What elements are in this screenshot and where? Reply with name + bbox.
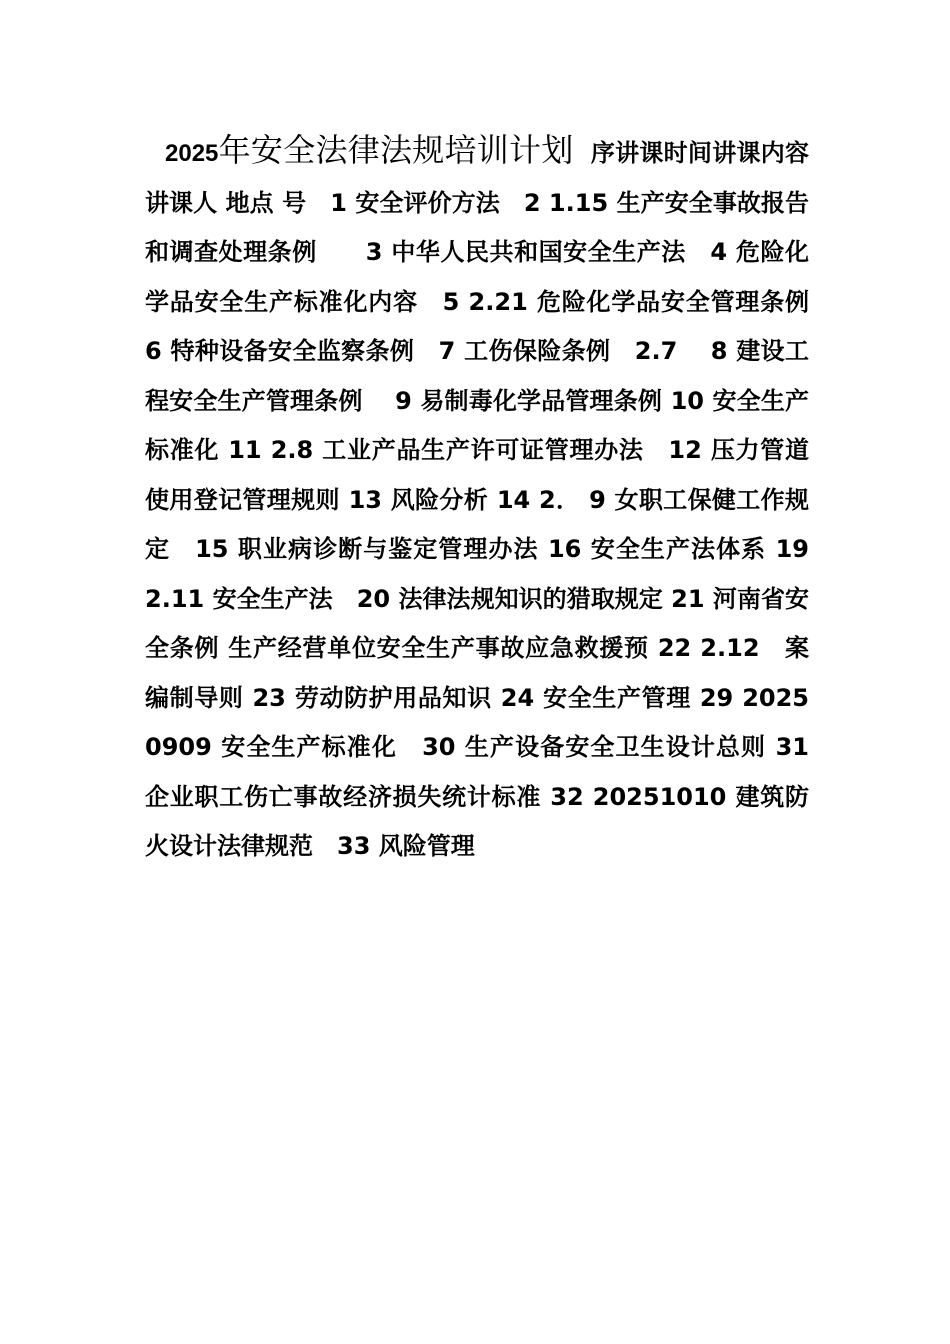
document-paragraph [145, 126, 857, 872]
document-page [145, 126, 857, 872]
document-title: 年安全法律法规培训计划 [218, 131, 574, 169]
document-title-number: 2025 [165, 140, 219, 167]
document-body-text: 序讲课时间讲课内容 讲课人 地点 号 1 安全评价方法 2 1.15 生产安全事故报告和调查处理条例 3 中华人民共和国安全生产法 4 危险化学品安全生产标准化内容 5 2.21 危险化学品安全管理条例 6 特种设备安全监察条例 7 工伤保险条例 2.7 8 建设工程安全生产管理条例 9 易制毒化学品管理条例 10 安全生产标准化 11 2.8 工业产品生产许可证管理办法 12 压力管道使用登记管理规则 13 风险分析 14 2． 9 女职工保健工作规定 15 职业病诊断与鉴定管理办法 16 安全生产法体系 19 2.11 安全生产法 20 法律法规知识的猎取规定 21 河南省安全条例 生产经营单位安全生产事故应急救援预 22 2.12 案编制导则 23 劳动防护用品知识 24 安全生产管理 29 20250909 安全生产标准化 30 生产设备安全卫生设计总则 31 企业职工伤亡事故经济损失统计标准 32 20251010 建筑防火设计法律规范 33 风险管理 [145, 139, 857, 860]
